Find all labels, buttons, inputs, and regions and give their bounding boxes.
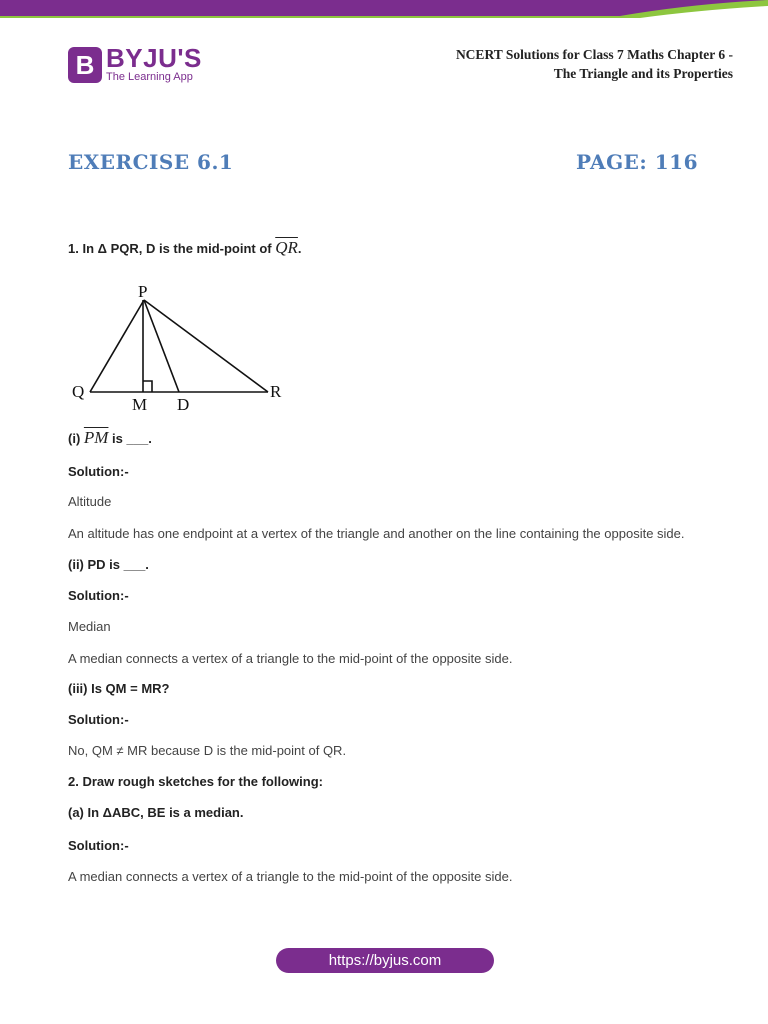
question-1 [68,238,302,258]
solution-label: Solution:- [68,838,129,853]
question-1-text: 1. In Δ PQR, D is the mid-point of [68,241,276,256]
solution-label: Solution:- [68,464,129,479]
answer-text: Median [68,619,111,634]
question-2-a: (a) In ΔABC, BE is a median. [68,805,244,820]
label-q: Q [72,382,85,401]
label-r: R [270,382,282,401]
side-pr [144,300,268,392]
header-line-2: The Triangle and its Properties [553,66,733,81]
document-header [456,45,733,83]
segment-pm: $\overline{PM}$ [83,428,109,447]
label-m: M [132,395,148,414]
logo-mark [68,47,102,83]
question-1-i [68,428,152,448]
top-banner [0,0,768,22]
side-pq [90,300,144,392]
header-line-1: NCERT Solutions for Class 7 Maths Chapter 6 - [455,47,733,62]
exercise-title: EXERCISE 6.1 [68,150,234,174]
explanation-text: An altitude has one endpoint at a vertex of the triangle and another on the line containing the opposite side. [68,526,685,541]
question-1-suffix: . [297,241,302,256]
solution-label: Solution:- [68,588,129,603]
explanation-text: A median connects a vertex of a triangle to the mid-point of the opposite side. [68,651,513,666]
right-angle-mark [143,381,152,392]
page-number: PAGE: 116 [575,150,698,174]
explanation-text: A median connects a vertex of a triangle to the mid-point of the opposite side. [68,869,513,884]
triangle-pqr-figure [68,278,298,416]
label-p: P [138,282,148,301]
q1-i-prefix: (i) [68,431,84,446]
solution-label: Solution:- [68,712,129,727]
byjus-logo [68,43,202,83]
answer-text: No, QM ≠ MR because D is the mid-point of QR. [68,743,347,758]
question-1-ii: (ii) PD is ___. [68,557,149,572]
website-link-button[interactable]: https://byjus.com [276,948,494,973]
logo-name: BYJU'S [106,43,202,73]
segment-qr: $\overline{QR}$ [275,238,298,257]
answer-text: Altitude [68,494,112,509]
logo-letter: B [75,49,95,80]
q1-i-suffix: is ___. [108,431,152,446]
question-1-iii: (iii) Is QM = MR? [68,681,170,696]
label-d: D [177,395,190,414]
logo-tagline: The Learning App [106,71,193,83]
question-2: 2. Draw rough sketches for the following: [68,774,323,789]
